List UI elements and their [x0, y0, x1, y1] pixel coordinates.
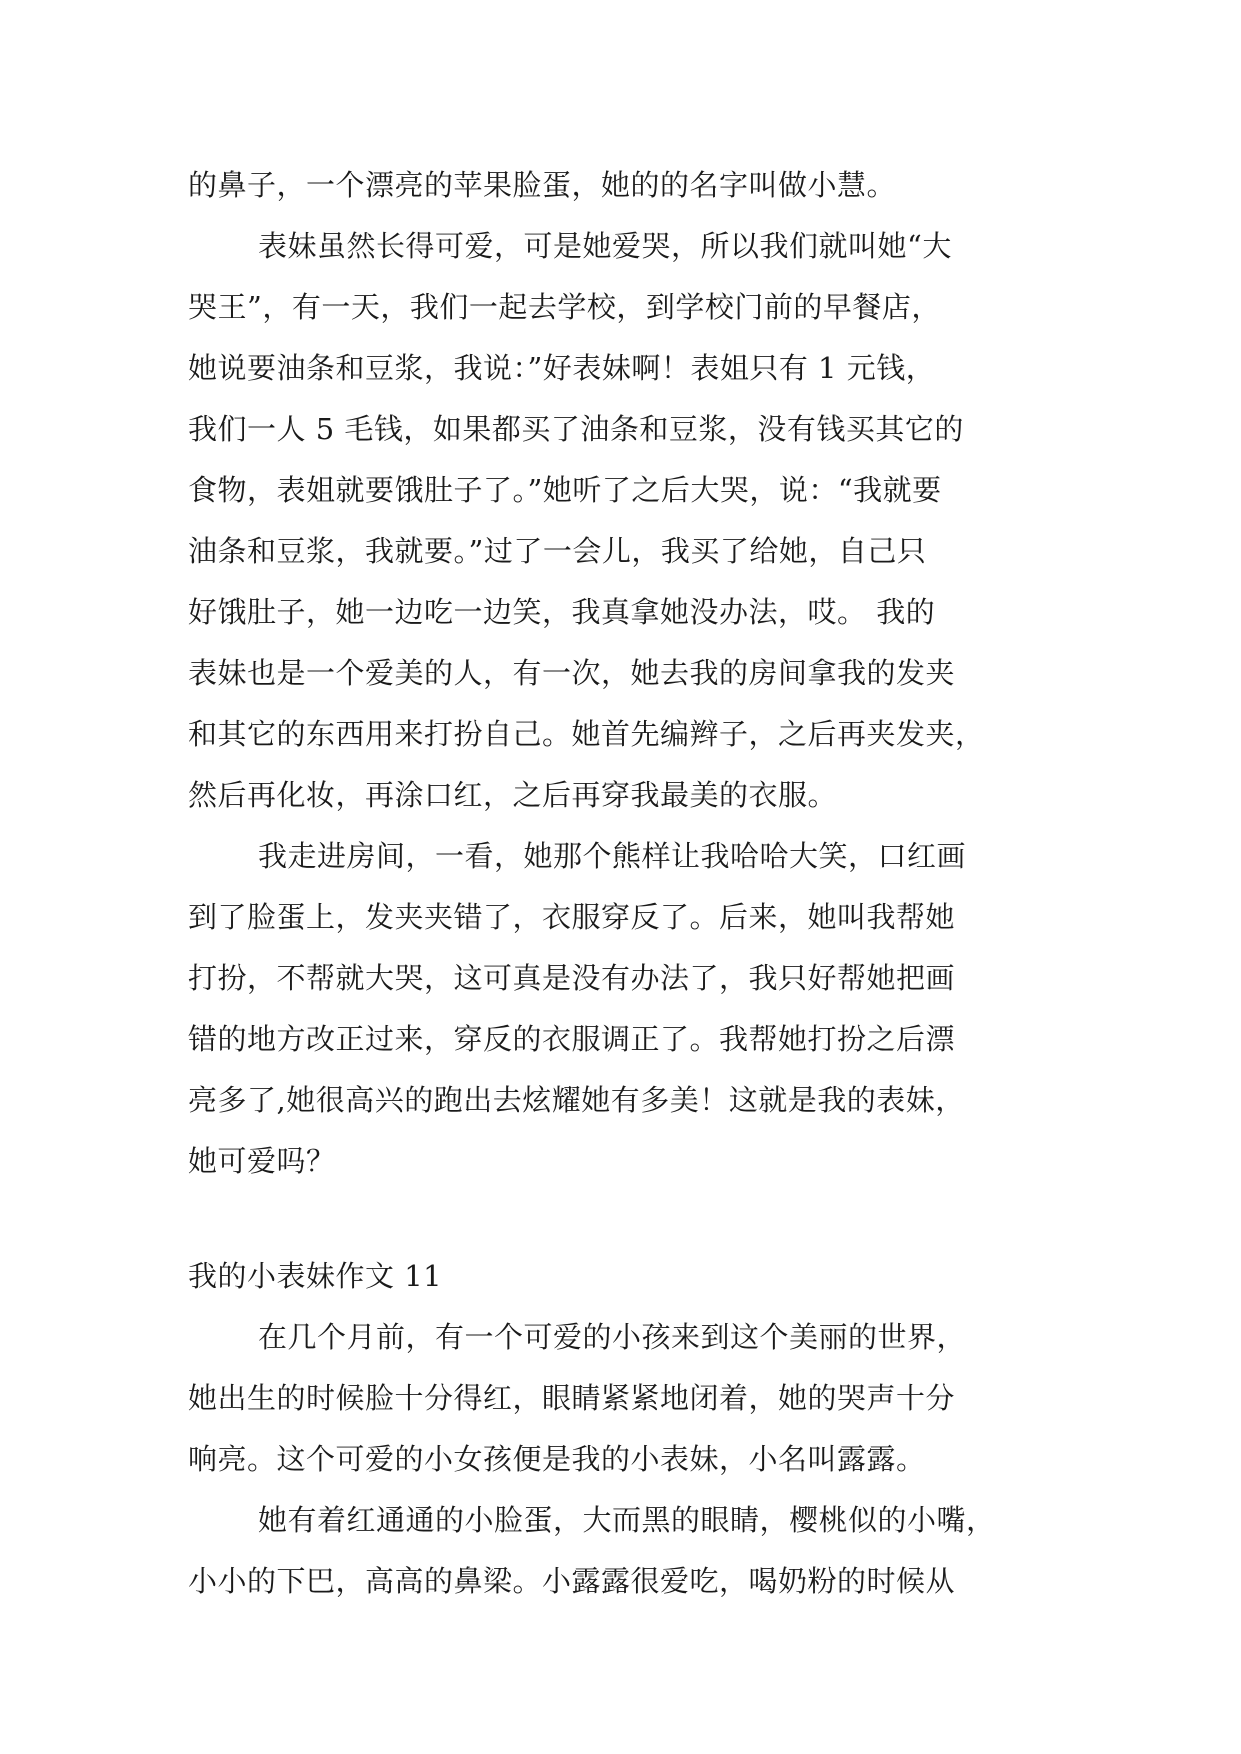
paragraph [188, 155, 1058, 216]
text-line: 响亮。这个可爱的小女孩便是我的小表妹，小名叫露露。 [188, 1442, 926, 1476]
paragraph [188, 1490, 1058, 1612]
text-line: 食物，表姐就要饿肚子了。”她听了之后大哭，说：“我就要 [188, 473, 942, 507]
text-line: 她出生的时候脸十分得红，眼睛紧紧地闭着，她的哭声十分 [188, 1381, 956, 1415]
text-line: 小小的下巴，高高的鼻梁。小露露很爱吃，喝奶粉的时候从 [188, 1564, 956, 1598]
text-line: 打扮，不帮就大哭，这可真是没有办法了，我只好帮她把画 [188, 961, 956, 995]
text-line: 到了脸蛋上，发夹夹错了，衣服穿反了。后来，她叫我帮她 [188, 900, 956, 934]
text-line: 在几个月前，有一个可爱的小孩来到这个美丽的世界， [258, 1320, 967, 1354]
text-line: 我走进房间，一看，她那个熊样让我哈哈大笑，口红画 [258, 839, 967, 873]
text-line: 表妹虽然长得可爱，可是她爱哭，所以我们就叫她“大 [258, 229, 952, 263]
text-line: 的鼻子，一个漂亮的苹果脸蛋，她的的名字叫做小慧。 [188, 168, 897, 202]
text-line: 她说要油条和豆浆，我说：”好表妹啊！表姐只有 1 元钱， [188, 351, 936, 385]
text-line: 哭王”，有一天，我们一起去学校，到学校门前的早餐店， [188, 290, 941, 324]
heading-text: 我的小表妹作文 11 [188, 1259, 443, 1293]
text-line: 好饿肚子，她一边吃一边笑，我真拿她没办法，哎。 我的 [188, 595, 936, 629]
text-line: 我们一人 5 毛钱，如果都买了油条和豆浆，没有钱买其它的 [188, 412, 964, 446]
document-page [188, 155, 1058, 1612]
text-line: 油条和豆浆，我就要。”过了一会儿，我买了给她，自己只 [188, 534, 927, 568]
text-line: 亮多了,她很高兴的跑出去炫耀她有多美！这就是我的表妹， [188, 1083, 965, 1117]
section-gap [188, 1192, 1058, 1246]
text-line: 她可爱吗？ [188, 1144, 336, 1178]
text-line: 表妹也是一个爱美的人，有一次，她去我的房间拿我的发夹 [188, 656, 956, 690]
paragraph [188, 826, 1058, 1192]
text-line: 她有着红通通的小脸蛋，大而黑的眼睛，樱桃似的小嘴， [258, 1503, 996, 1537]
text-line: 错的地方改正过来，穿反的衣服调正了。我帮她打扮之后漂 [188, 1022, 956, 1056]
paragraph [188, 216, 1058, 826]
text-line: 和其它的东西用来打扮自己。她首先编辫子，之后再夹发夹， [188, 717, 985, 751]
paragraph [188, 1307, 1058, 1490]
text-line: 然后再化妆，再涂口红，之后再穿我最美的衣服。 [188, 778, 838, 812]
section-heading [188, 1246, 1058, 1307]
